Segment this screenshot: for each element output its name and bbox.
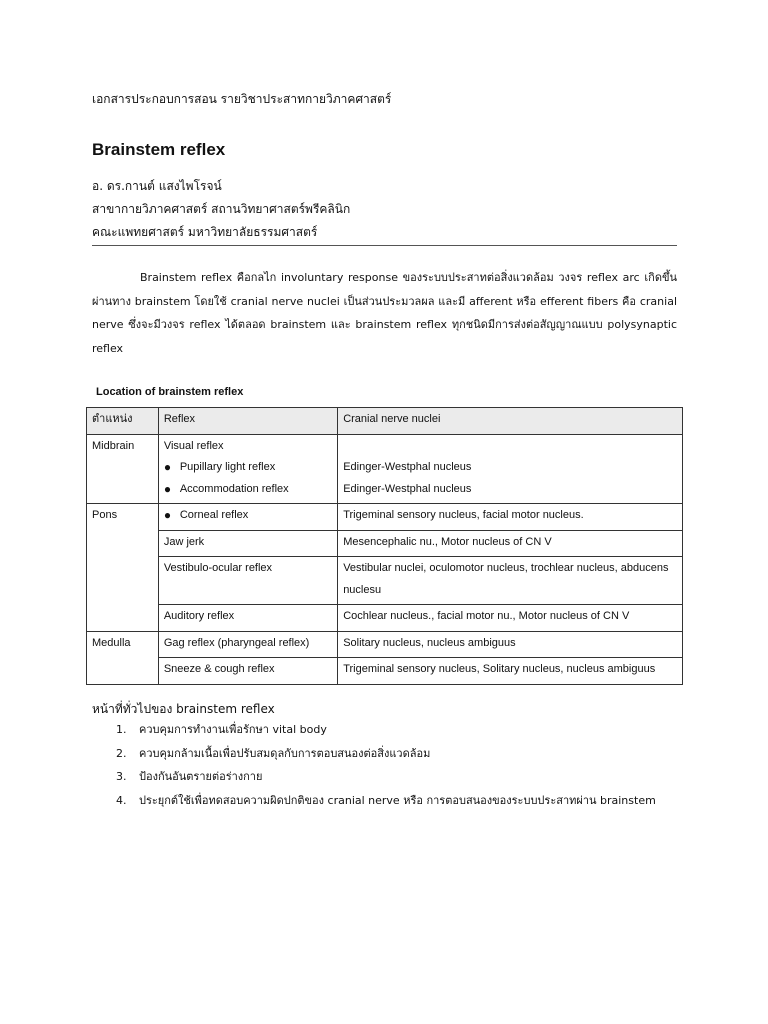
location-pons: Pons (87, 504, 159, 632)
reflex-cell: Gag reflex (pharyngeal reflex) (158, 631, 337, 658)
nuclei-cell: Vestibular nuclei, oculomotor nucleus, trochlear nucleus, abducens nuclesu (338, 557, 683, 605)
table-row (87, 631, 683, 658)
reflex-name: Corneal reflex (179, 509, 249, 521)
reflex-cell: Vestibulo-ocular reflex (158, 557, 337, 605)
location-midbrain: Midbrain (87, 434, 159, 504)
item-text: ประยุกต์ใช้เพื่อทดสอบความผิดปกติของ cranial nerve หรือ การตอบสนองของระบบประสาทผ่าน brainstem (139, 793, 656, 807)
nuclei-cell: Mesencephalic nu., Motor nucleus of CN V (338, 530, 683, 557)
reflex-cell: Jaw jerk (158, 530, 337, 557)
functions-heading: หน้าที่ทั่วไปของ brainstem reflex (92, 702, 275, 716)
item-number: 1. (116, 723, 127, 736)
list-item (92, 789, 677, 813)
table-header-row (87, 408, 683, 435)
bullet-icon: ● (163, 460, 172, 474)
reflex-name: Pupillary light reflex (179, 461, 276, 473)
functions-list (92, 718, 677, 812)
page-title: Brainstem reflex (92, 140, 226, 159)
reflex-name: Accommodation reflex (179, 482, 289, 495)
item-number: 4. (116, 793, 127, 807)
bullet-icon: ● (163, 481, 172, 496)
reflex-cell: Sneeze & cough reflex (158, 658, 337, 685)
department: สาขากายวิภาคศาสตร์ สถานวิทยาศาสตร์พรีคลินิก (92, 202, 351, 216)
table-row (87, 530, 683, 557)
item-text: ควบคุมกล้ามเนื้อเพื่อปรับสมดุลกับการตอบสนองต่อสิ่งแวดล้อม (139, 746, 431, 760)
table-row (87, 605, 683, 632)
nuclei-cell: Solitary nucleus, nucleus ambiguus (338, 631, 683, 658)
nuclei-cell: Cochlear nucleus., facial motor nu., Motor nucleus of CN V (338, 605, 683, 632)
reflex-cell (158, 434, 337, 504)
bullet-item (164, 479, 332, 501)
reflex-cell (158, 504, 337, 531)
author: อ. ดร.กานต์ แสงไพโรจน์ (92, 179, 222, 193)
list-item (92, 765, 677, 789)
header-reflex: Reflex (158, 408, 337, 435)
location-table (86, 407, 683, 685)
item-text: ควบคุมการทำงานเพื่อรักษา vital body (139, 723, 327, 736)
table-row (87, 434, 683, 504)
divider (92, 245, 677, 246)
spacer (343, 436, 677, 458)
table-row (87, 557, 683, 605)
intro-text: Brainstem reflex คือกลไก involuntary response ของระบบประสาทต่อสิ่งแวดล้อม วงจร reflex arc เกิดขึ้นผ่านทาง brainstem โดยใช้ cranial nerve nuclei เป็นส่วนประมวลผล และมี afferent หรือ efferent fibers คือ cranial nerve ซึ่งจะมีวงจร reflex ได้ตลอด brainstem และ brainstem reflex ทุกชนิดมีการส่งต่อสัญญาณแบบ polysynaptic reflex (92, 271, 677, 355)
table-row (87, 658, 683, 685)
header-location: ตำแหน่ง (87, 408, 159, 435)
item-text: ป้องกันอันตรายต่อร่างกาย (139, 770, 263, 783)
bullet-icon: ● (163, 508, 172, 522)
nuclei-cell (338, 434, 683, 504)
reflex-cell: Auditory reflex (158, 605, 337, 632)
header-nuclei: Cranial nerve nuclei (338, 408, 683, 435)
nuclei-cell: Trigeminal sensory nucleus, facial motor nucleus. (338, 504, 683, 531)
document-header: เอกสารประกอบการสอน รายวิชาประสาทกายวิภาคศาสตร์ (92, 92, 392, 106)
reflex-group: Visual reflex (163, 439, 224, 452)
item-number: 3. (116, 770, 127, 783)
nuclei-cell: Trigeminal sensory nucleus, Solitary nucleus, nucleus ambiguus (338, 658, 683, 685)
nuclei-text: Edinger-Westphal nucleus (343, 482, 472, 495)
table-row (87, 504, 683, 531)
location-medulla: Medulla (87, 631, 159, 684)
nuclei-text: Edinger-Westphal nucleus (343, 461, 472, 473)
faculty: คณะแพทยศาสตร์ มหาวิทยาลัยธรรมศาสตร์ (92, 225, 318, 239)
bullet-item (164, 457, 332, 479)
item-number: 2. (116, 746, 127, 760)
list-item (92, 718, 677, 742)
bullet-item (164, 505, 332, 527)
list-item (92, 742, 677, 766)
intro-paragraph (92, 266, 677, 360)
table-caption: Location of brainstem reflex (96, 386, 244, 398)
